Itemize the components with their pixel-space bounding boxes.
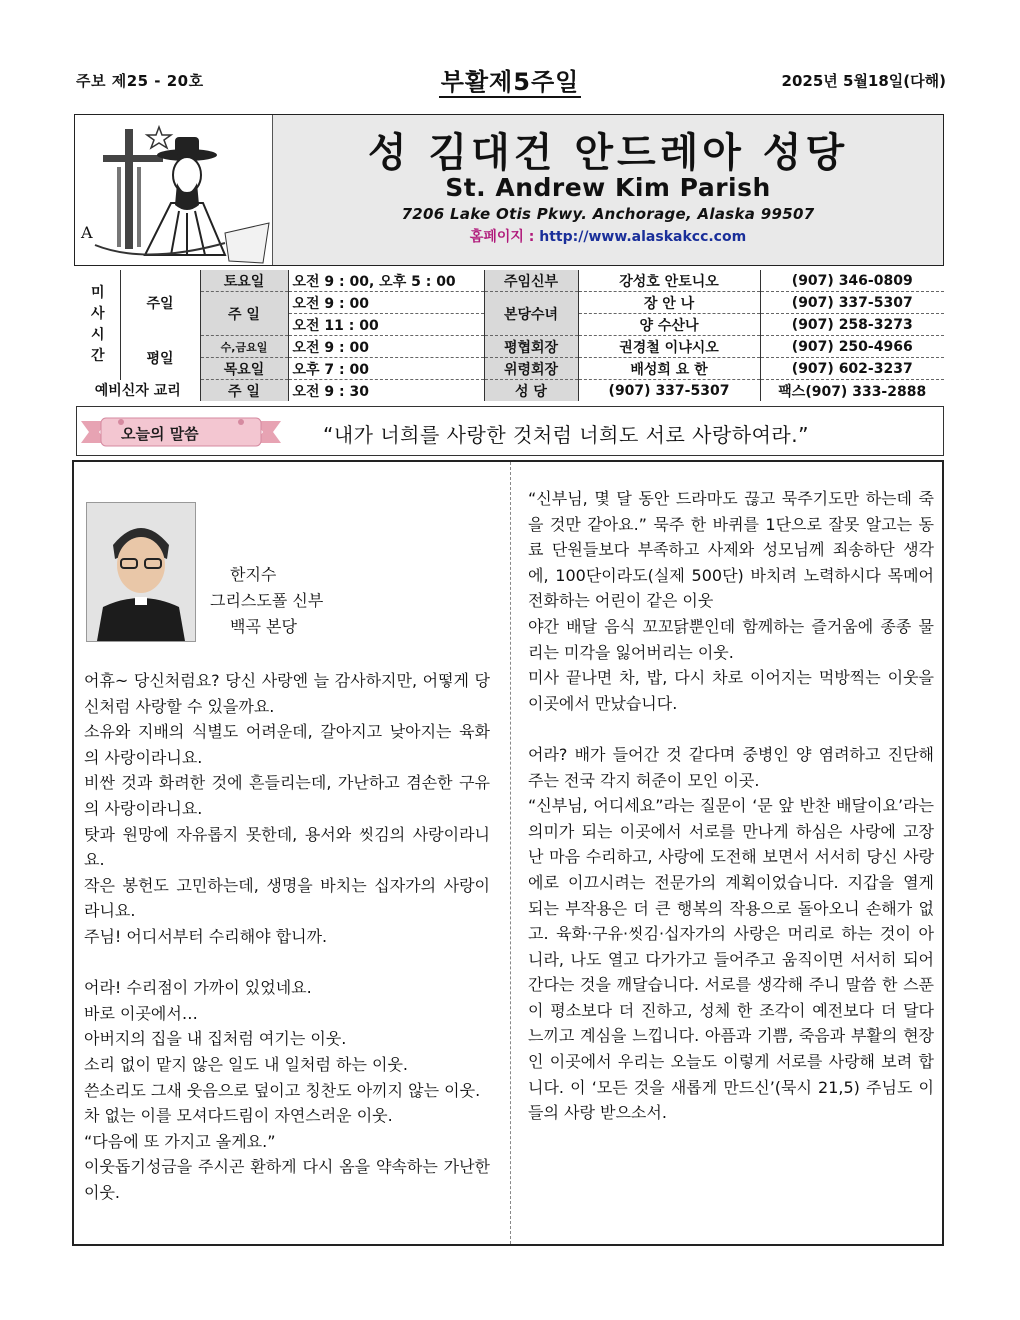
homepage-label: 홈페이지 : <box>469 229 540 245</box>
weekday-label: 평일 <box>120 336 200 380</box>
todays-word <box>76 406 944 456</box>
paragraph: 어휴~ 당신처럼요? 당신 사랑엔 늘 감사하지만, 어떻게 당신처럼 사랑할 수 있을까요. <box>84 671 490 716</box>
paragraph: 쓴소리도 그새 웃음으로 덮이고 칭찬도 아끼지 않는 이웃. <box>84 1080 481 1100</box>
article-column-left <box>84 668 490 1205</box>
table-row <box>76 292 944 314</box>
author-title: 그리스도폴 신부 <box>210 591 324 610</box>
todays-word-text: “내가 너희를 사랑한 것처럼 너희도 서로 사랑하여라.” <box>323 423 809 447</box>
schedule-time: 오후 7 : 00 <box>288 358 484 380</box>
contact-role: 주임신부 <box>484 270 578 292</box>
sunday-label: 주일 <box>120 270 200 336</box>
contact-name: 권경철 이냐시오 <box>578 336 760 358</box>
contact-role: 성 당 <box>484 380 578 402</box>
paragraph-gap <box>528 716 934 742</box>
homepage-link[interactable]: http://www.alaskakcc.com <box>539 229 747 245</box>
author-info <box>210 562 323 640</box>
parish-name-korean: 성 김대건 안드레아 성당 <box>367 130 849 176</box>
parish-address: 7206 Lake Otis Pkwy. Anchorage, Alaska 99507 <box>401 205 815 223</box>
contact-name: 양 수산나 <box>578 314 760 336</box>
schedule-day: 토요일 <box>200 270 288 292</box>
paragraph: 작은 봉헌도 고민하는데, 생명을 바치는 십자가의 사랑이라니요. <box>84 875 490 921</box>
schedule-time: 오전 9 : 00, 오후 5 : 00 <box>288 270 484 292</box>
schedule-day: 수,금요일 <box>200 336 288 358</box>
table-row <box>76 358 944 380</box>
paragraph: 어라! 수리점이 가까이 있었네요. <box>84 978 312 998</box>
author-name: 한지수 <box>230 565 277 584</box>
author-photo <box>86 502 196 642</box>
priest-portrait-icon <box>87 503 195 641</box>
contact-phone: (907) 346-0809 <box>760 270 944 292</box>
table-row <box>76 270 944 292</box>
contact-name: 강성호 안토니오 <box>578 270 760 292</box>
article-column-right <box>528 486 934 1126</box>
paragraph: 바로 이곳에서… <box>84 1003 198 1023</box>
mass-label-char: 시 <box>90 326 105 343</box>
paragraph-gap <box>84 950 490 976</box>
logo-cross-figure-icon <box>75 115 271 265</box>
schedule-time: 오전 9 : 30 <box>288 380 484 402</box>
contact-phone: (907) 602-3237 <box>760 358 944 380</box>
contact-name: 장 안 나 <box>578 292 760 314</box>
table-row <box>76 336 944 358</box>
parish-logo <box>75 115 273 265</box>
paragraph: 야간 배달 음식 꼬꼬닭뿐인데 함께하는 즐거움에 종종 물리는 미각을 잃어버리는 이웃. <box>528 616 934 662</box>
mass-label-char: 간 <box>90 347 105 364</box>
table-row <box>76 380 944 402</box>
paragraph: “신부님, 어디세요”라는 질문이 ‘문 앞 반찬 배달이요’라는 의미가 되는 이곳에서 서로를 만나게 하심은 사랑에 고장 난 마음 수리하고, 사랑에 도전해 보면서 서서히 당신 사랑에로 이끄시려는 전문가의 계획이었습니다. 지갑을 열게 되는 부작용은 더 큰 행복의 작용으로 돌아오니 손해가 없고. 육화·구유·씻김·십자가의 사랑은 머리로 하는 것이 아니라, 나도 열고 다가가고 들어주고 움직이면 서서히 되어간다는 것을 깨달습니다. 서로를 생각해 주니 말씀 한 스푼이 평소보다 더 진하고, 성체 한 조각이 예전보다 더 달다 느끼고 계심을 느낍니다. 아픔과 기쁨, 죽음과 부활의 현장인 이곳에서 우리는 오늘도 이렇게 서로를 사랑해 보려 합니다. 이 ‘모든 것을 새롭게 만드신’(묵시 21,5) 주님도 이들의 사랑 받으소서. <box>528 796 934 1123</box>
contact-name: 배성희 요 한 <box>578 358 760 380</box>
issue-number: 주보 제25 - 20호 <box>76 72 204 90</box>
schedule-time: 오전 9 : 00 <box>288 292 484 314</box>
paragraph: 이웃돕기성금을 주시곤 환하게 다시 옴을 약속하는 가난한 이웃. <box>84 1157 490 1202</box>
paragraph: 주님! 어디서부터 수리해야 합니까. <box>84 926 328 946</box>
paragraph: 비싼 것과 화려한 것에 흔들리는데, 가난하고 겸손한 구유의 사랑이라니요. <box>84 773 490 818</box>
schedule-day: 주 일 <box>200 380 288 402</box>
mass-label-char: 미 <box>90 284 105 301</box>
contact-phone: (907) 337-5307 <box>760 292 944 314</box>
contact-role: 위령회장 <box>484 358 578 380</box>
parish-phone: (907) 337-5307 <box>578 380 760 402</box>
mass-schedule-table <box>76 270 944 401</box>
paragraph: 소유와 지배의 식별도 어려운데, 갈아지고 낮아지는 육화의 사랑이라니요. <box>84 722 490 767</box>
paragraph: 미사 끝나면 차, 밥, 다시 차로 이어지는 먹방찍는 이웃을 이곳에서 만났습니다. <box>528 668 934 713</box>
paragraph: “다음에 또 가지고 올게요.” <box>84 1131 276 1151</box>
article-box <box>72 460 944 1246</box>
schedule-day: 주 일 <box>200 292 288 336</box>
homepage-line <box>273 226 943 246</box>
bulletin-date: 2025년 5월18일(다해) <box>781 72 946 90</box>
contact-role: 평협회장 <box>484 336 578 358</box>
schedule-time: 오전 11 : 00 <box>288 314 484 336</box>
parish-fax: 팩스(907) 333-2888 <box>760 380 944 402</box>
schedule-day: 목요일 <box>200 358 288 380</box>
paragraph: 아버지의 집을 내 집처럼 여기는 이웃. <box>84 1029 347 1049</box>
paragraph: 차 없는 이를 모셔다드림이 자연스러운 이웃. <box>84 1106 393 1126</box>
schedule-time: 오전 9 : 00 <box>288 336 484 358</box>
column-divider <box>510 462 511 1244</box>
paragraph: “신부님, 몇 달 동안 드라마도 끊고 묵주기도만 하는데 죽을 것만 같아요.” 묵주 한 바퀴를 1단으로 잘못 알고는 동료 단원들보다 부족하고 사제와 성모님께 죄송하단 생각에, 100단이라도(실제 500단) 바치려 노력하시다 목메어 전화하는 어린이 같은 이웃 <box>528 489 934 611</box>
title-text: 부활제5주일 <box>440 68 580 96</box>
parish-name-english: St. Andrew Kim Parish <box>445 173 771 202</box>
contact-role: 본당수녀 <box>484 292 578 336</box>
mass-time-label <box>76 270 120 380</box>
logo-letter: A <box>81 223 93 242</box>
mass-label-char: 사 <box>90 305 105 322</box>
parish-header <box>74 114 944 266</box>
paragraph: 어라? 배가 들어간 것 같다며 중병인 양 염려하고 진단해 주는 전국 각지 허준이 모인 이곳. <box>528 744 934 790</box>
contact-phone: (907) 250-4966 <box>760 336 944 358</box>
catechumen-label: 예비신자 교리 <box>94 383 181 400</box>
contact-phone: (907) 258-3273 <box>760 314 944 336</box>
author-parish: 백곡 본당 <box>230 617 297 636</box>
paragraph: 탓과 원망에 자유롭지 못한데, 용서와 씻김의 사랑이라니요. <box>84 824 490 870</box>
paragraph: 소리 없이 맡지 않은 일도 내 일처럼 하는 이웃. <box>84 1054 408 1074</box>
todays-word-label: 오늘의 말씀 <box>121 425 199 443</box>
